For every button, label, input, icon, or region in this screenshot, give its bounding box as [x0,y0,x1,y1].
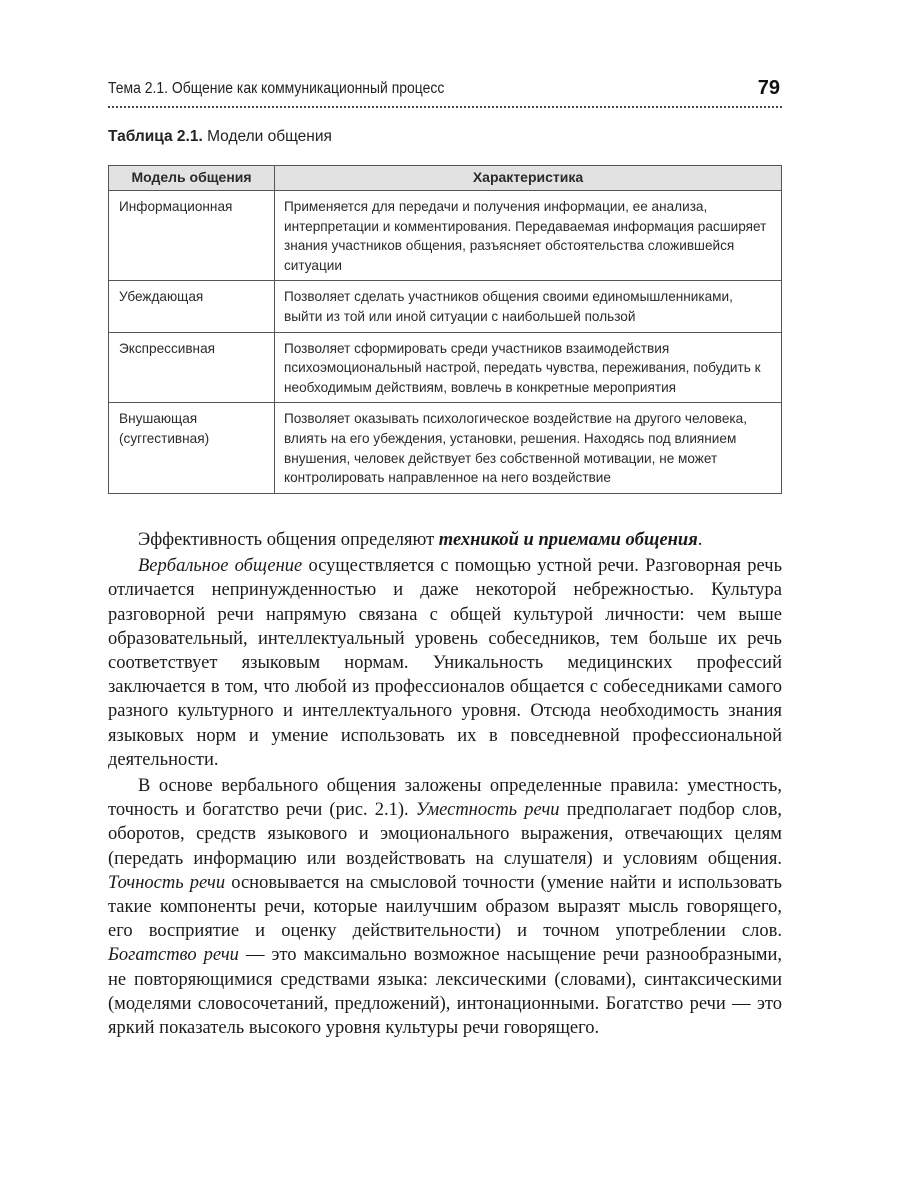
p3-text-c: предполагает подбор слов, оборотов, средств языкового и эмоционального выражения, отвечающих целям (передать информацию или воздействовать на слушателя) и условиям общения. [108,800,782,869]
paragraph-1 [108,528,782,552]
description-cell: Применяется для передачи и получения информации, ее анализа, интерпретации и комментирования. Передаваемая информация расширяет знания участников общения, разъясняет обстоятельства сложившейся ситуации [275,191,782,281]
table-caption-number: Таблица 2.1. [108,128,203,145]
p1-text-a: Эффективность общения определяют [138,530,439,550]
table-row [109,281,782,332]
p3-text-e: основывается на смысловой точности (умение найти и использовать такие компоненты речи, которые наилучшим образом выразят мысль говорящего, его восприятие и оценку действительности) и точном употреблении слов. [108,872,782,942]
table-caption-title: Модели общения [202,128,332,145]
table-row [109,332,782,403]
p2-text: осуществляется с помощью устной речи. Разговорная речь отличается непринужденностью и даже некоторой небрежностью. Культура разговорной речи напрямую связана с общей культурой личности: чем выше образовательный, интеллектуальный уровень собеседников, тем больше их речь соответствует языковым нормам. Уникальность медицинских профессий заключается в том, что любой из профессионалов общается с собеседниками самого разного культурного и интеллектуального уровня. Отсюда необходимость знания языковых норм и умение использовать их в повседневной профессиональной деятельности. [108,556,783,770]
table-row [109,403,782,493]
table-header-row [109,166,782,191]
p3-text-g: — это максимально возможное насыщение речи разнообразными, не повторяющимися средствами языка: лексическими (словами), синтаксическими (моделями словосочетаний, предложений), интонационными. Богатство речи — это яркий показатель высокого уровня культуры речи говорящего. [108,945,782,1039]
table-row [109,191,782,281]
communication-models-table [108,165,782,494]
p3-term-richness: Богатство речи [108,945,239,966]
description-cell: Позволяет оказывать психологическое воздействие на другого человека, влиять на его убеждения, установки, решения. Находясь под влиянием внушения, человек действует без собственной мотивации, не может контролировать направленное на него воздействие [275,403,782,493]
column-header-model: Модель общения [109,166,275,191]
running-header [108,76,782,108]
p3-term-accuracy: Точность речи [108,872,226,893]
model-cell: Убеждающая [109,281,275,332]
p1-text-c: . [697,530,703,550]
p3-text-a: В основе вербального общения заложены определенные правила: уместность, точность и богатство речи (рис. 2.1). [108,776,782,821]
p1-emphasis: техникой и приемами общения [438,530,698,550]
model-cell: Информационная [109,191,275,281]
description-cell: Позволяет сформировать среди участников взаимодействия психоэмоциональный настрой, передать чувства, переживания, побудить к необходимым действиям, вовлечь в конкретные мероприятия [275,332,782,403]
body-text [108,528,782,1040]
model-cell: Внушающая (суггестивная) [109,403,275,493]
table-caption [108,128,332,146]
p2-term: Вербальное общение [138,556,303,577]
header-title: Тема 2.1. Общение как коммуникационный процесс [108,80,445,97]
description-cell: Позволяет сделать участников общения своими единомышленниками, выйти из той или иной ситуации с наибольшей пользой [275,281,782,332]
model-cell: Экспрессивная [109,332,275,403]
paragraph-3 [108,774,782,1040]
page-number: 79 [757,77,780,99]
column-header-characteristic: Характеристика [275,166,782,191]
paragraph-2 [108,554,782,772]
p3-term-appropriateness: Уместность речи [415,800,560,821]
